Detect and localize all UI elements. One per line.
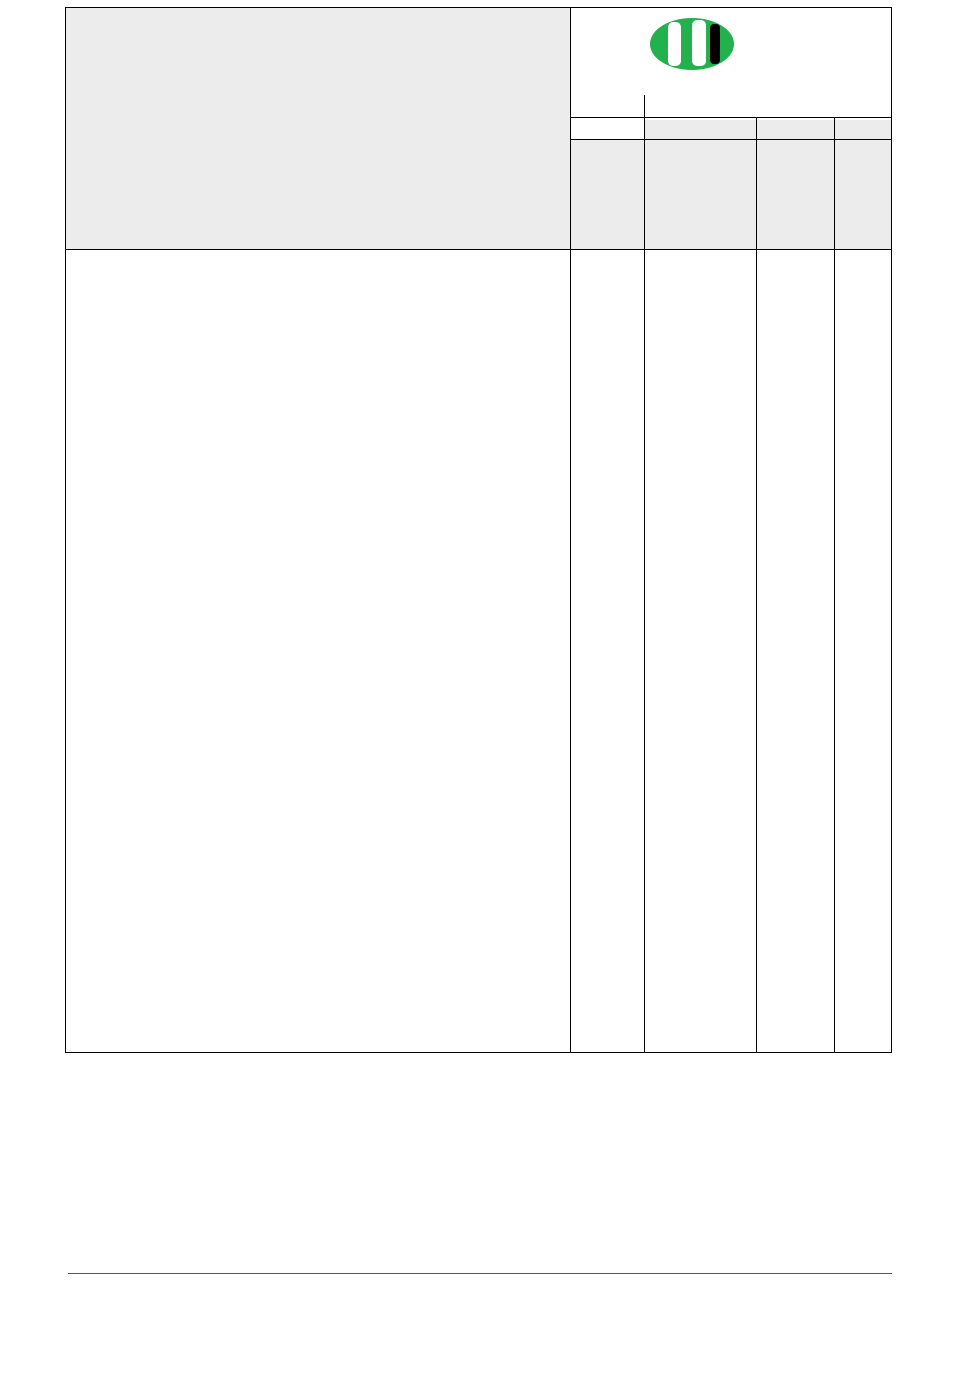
document-table [65, 7, 892, 1053]
divider [570, 139, 892, 140]
divider [65, 249, 892, 250]
divider [570, 7, 571, 1053]
divider [644, 95, 645, 1053]
divider [834, 117, 835, 1053]
divider [756, 117, 757, 1053]
footer-rule [68, 1273, 892, 1274]
logo-mark-icon [648, 14, 738, 70]
divider [570, 117, 892, 118]
school-logo [648, 14, 910, 70]
